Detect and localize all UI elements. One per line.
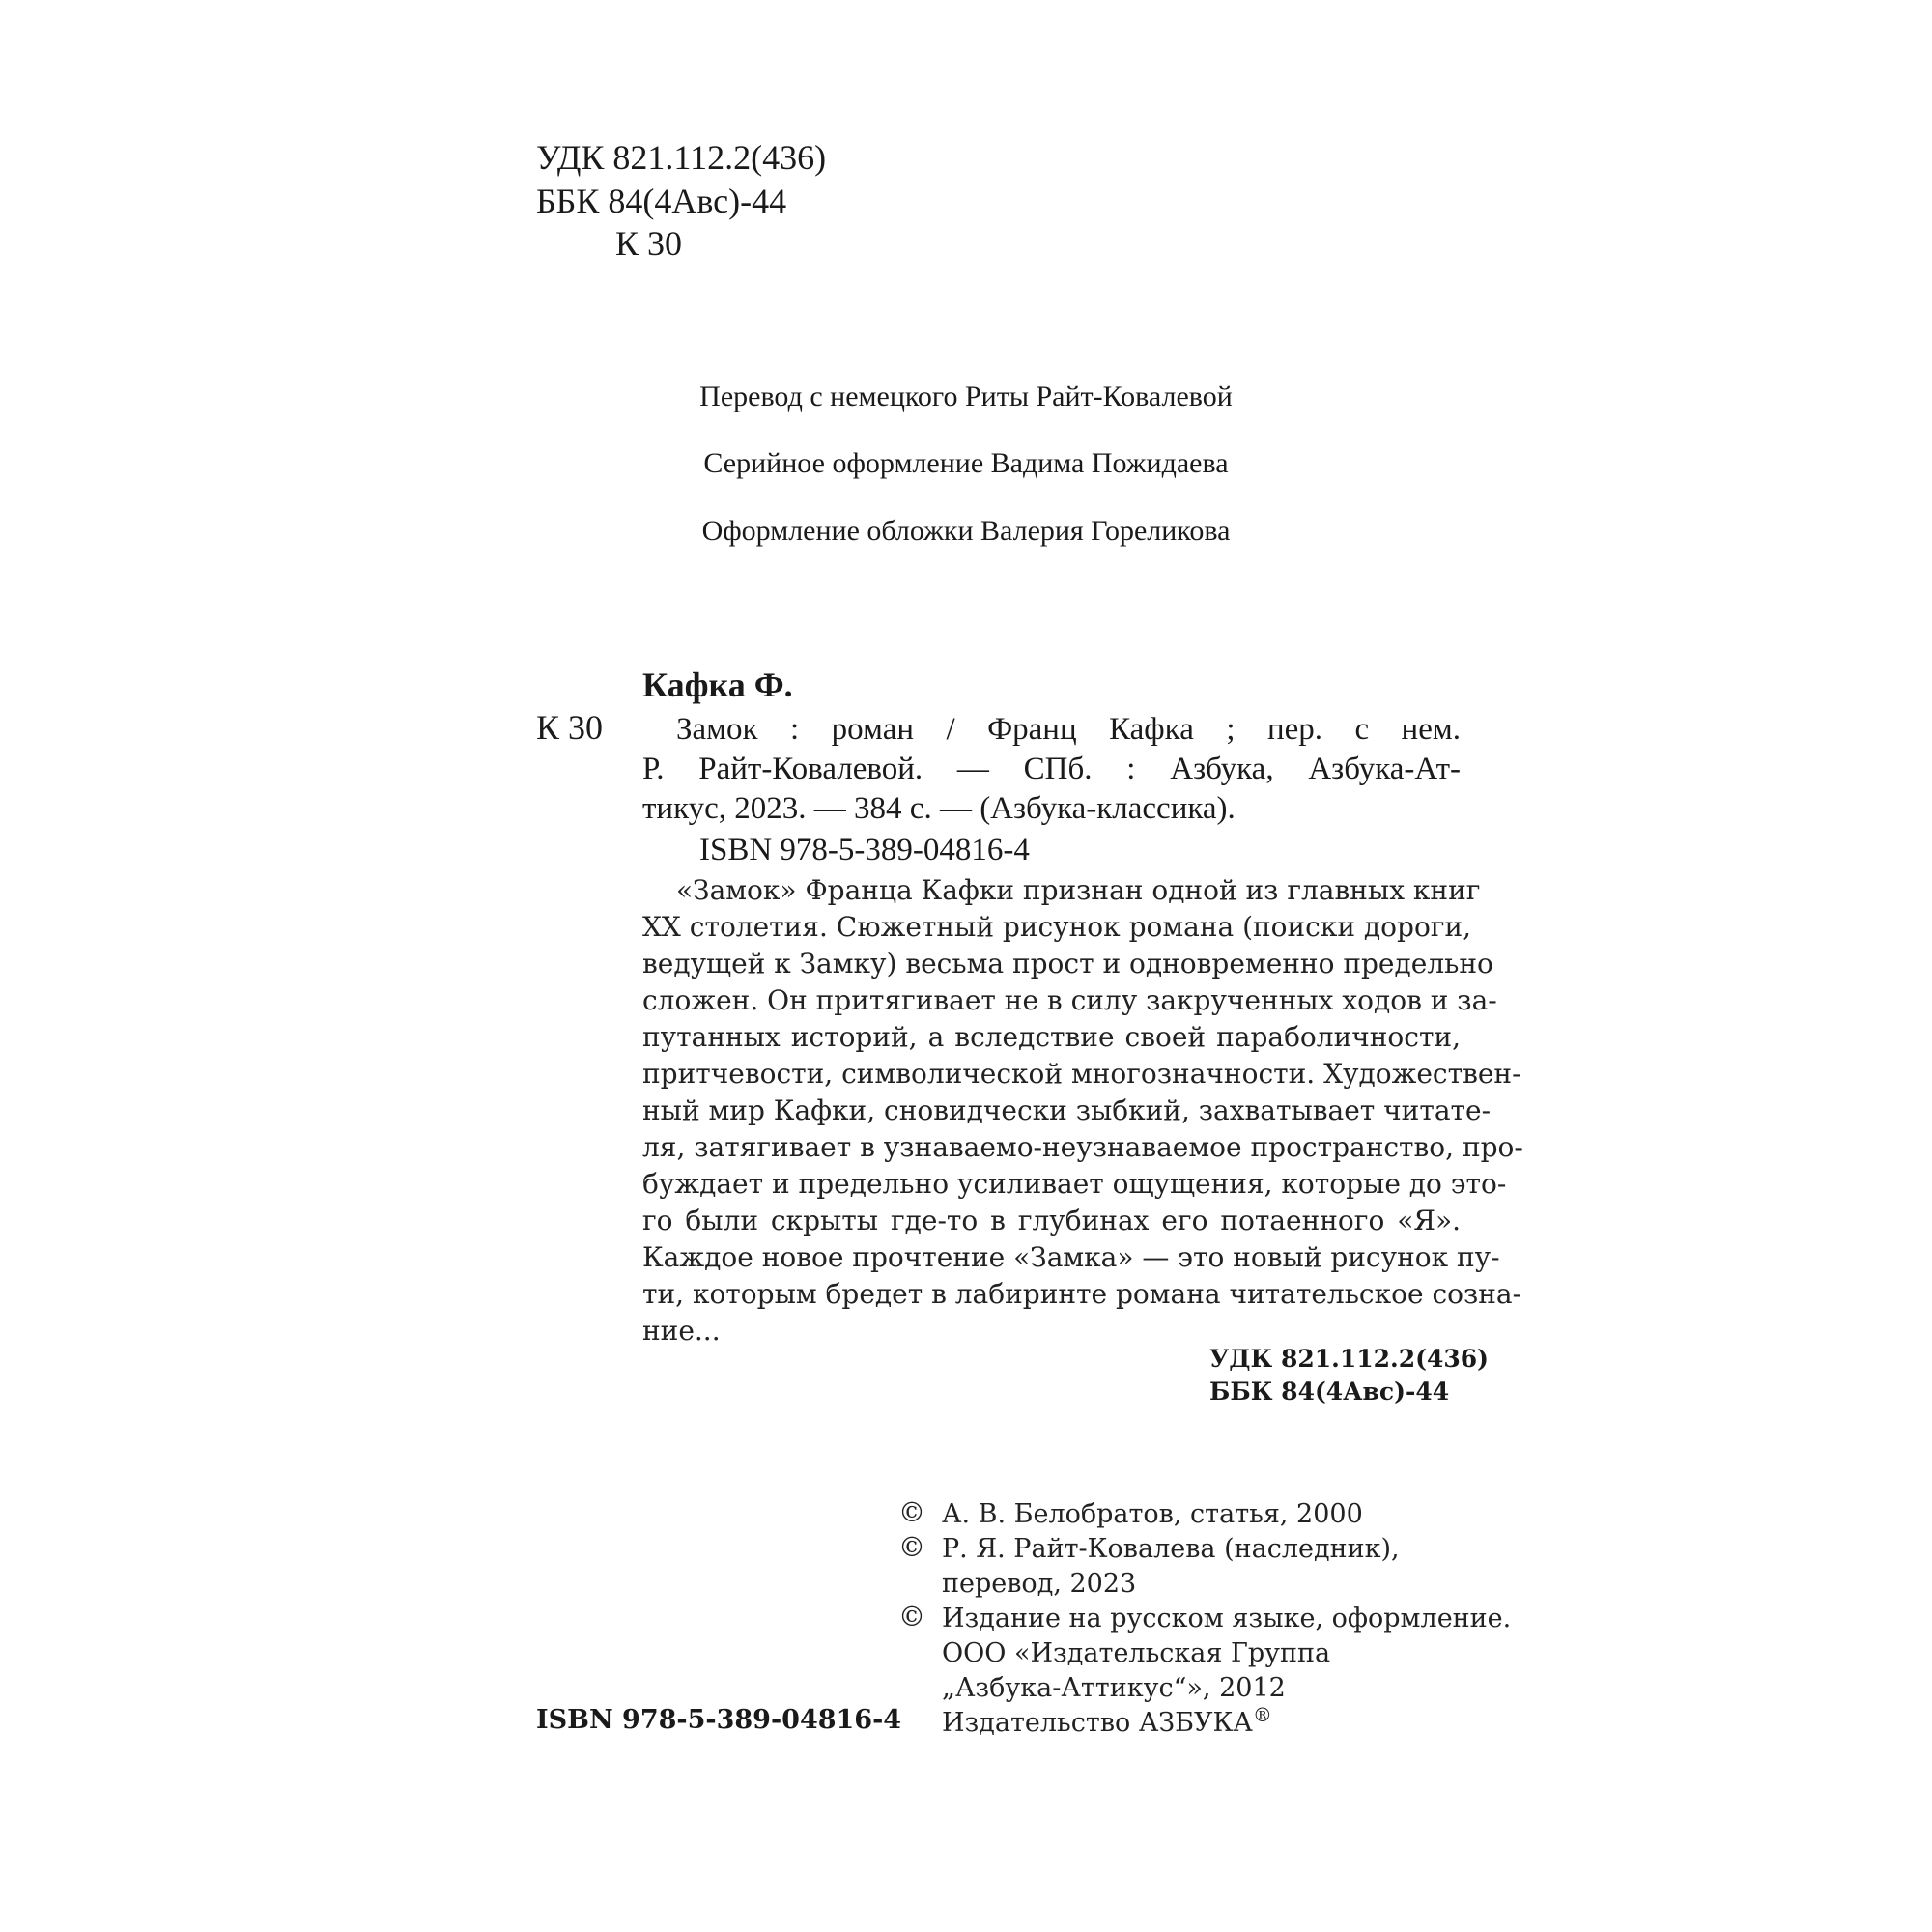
translation-credit: Перевод с немецкого Риты Райт-Ковалевой: [699, 381, 1233, 412]
annotation-line: XX столетия. Сюжетный рисунок романа (поиски дороги,: [642, 911, 1472, 943]
isbn-bottom: ISBN 978-5-389-04816-4: [536, 1705, 902, 1735]
copyright-sign: ©: [898, 1531, 925, 1563]
card-author-mark: К 30: [536, 708, 604, 747]
annotation-line: ти, которым бредет в лабиринте романа читательское созна-: [642, 1278, 1522, 1310]
copyright-line: Издание на русском языке, оформление.: [942, 1604, 1512, 1634]
card-entry-line: Р. Райт-Ковалевой. — СПб. : Азбука, Азбука-Ат-: [642, 752, 1461, 786]
copyright-line: перевод, 2023: [942, 1569, 1137, 1599]
card-entry-line: Замок : роман / Франц Кафка ; пер. с нем.: [676, 712, 1461, 747]
series-design-credit: Серийное оформление Вадима Пожидаева: [703, 447, 1229, 479]
annotation-line: притчевости, символической многозначности. Художествен-: [642, 1058, 1521, 1090]
annotation-line: Каждое новое прочтение «Замка» — это новый рисунок пу-: [642, 1241, 1500, 1273]
copyright-sign: ©: [898, 1496, 925, 1528]
udk-code: УДК 821.112.2(436): [536, 138, 827, 177]
card-isbn: ISBN 978-5-389-04816-4: [699, 833, 1030, 867]
card-author: Кафка Ф.: [642, 666, 793, 704]
annotation-line: го были скрыты где-то в глубинах его потаенного «Я».: [642, 1205, 1461, 1236]
annotation-line: путанных историй, а вследствие своей параболичности,: [642, 1021, 1461, 1053]
card-entry-line: тикус, 2023. — 384 с. — (Азбука-классика).: [642, 791, 1236, 826]
author-mark: К 30: [615, 224, 683, 263]
cover-design-credit: Оформление обложки Валерия Гореликова: [701, 515, 1231, 547]
index-bbk: ББК 84(4Авс)-44: [1209, 1378, 1450, 1406]
copyright-line: Р. Я. Райт-Ковалева (наследник),: [942, 1534, 1400, 1564]
publisher-name: Издательство АЗБУКА: [942, 1708, 1253, 1738]
copyright-sign: ©: [898, 1601, 925, 1633]
index-udk: УДК 821.112.2(436): [1209, 1345, 1489, 1373]
copyright-line: А. В. Белобратов, статья, 2000: [942, 1499, 1363, 1529]
annotation-line: буждает и предельно усиливает ощущения, которые до это-: [642, 1168, 1507, 1200]
annotation-line: ный мир Кафки, сновидчески зыбкий, захватывает читате-: [642, 1094, 1492, 1126]
publisher-line: [942, 1703, 1272, 1741]
annotation-line: сложен. Он притягивает не в силу закрученных ходов и за-: [642, 984, 1497, 1016]
registered-mark: ®: [1252, 1703, 1272, 1726]
annotation-line: ведущей к Замку) весьма прост и одновременно предельно: [642, 948, 1493, 980]
annotation-line: «Замок» Франца Кафки признан одной из главных книг: [676, 874, 1481, 906]
bbk-code: ББК 84(4Авс)-44: [536, 182, 787, 220]
annotation-line: ние...: [642, 1315, 721, 1347]
annotation-line: ля, затягивает в узнаваемо-неузнаваемое пространство, про-: [642, 1131, 1523, 1163]
copyright-line: „Азбука-Аттикус“», 2012: [942, 1673, 1286, 1703]
copyright-line: ООО «Издательская Группа: [942, 1638, 1331, 1668]
